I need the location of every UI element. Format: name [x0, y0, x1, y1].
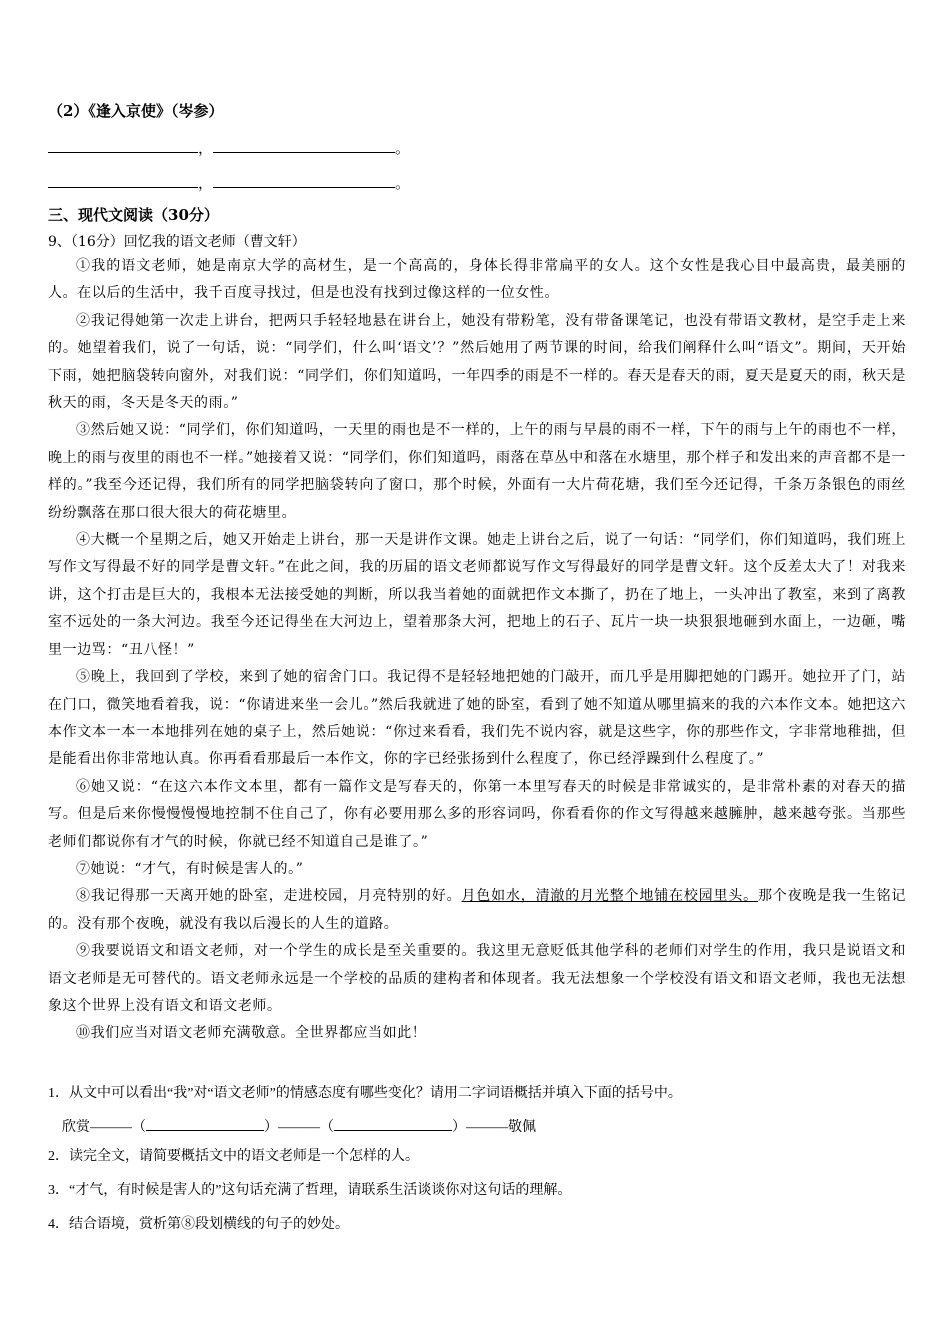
question-4: 4．结合语境，赏析第⑧段划横线的句子的妙处。 — [48, 1217, 349, 1232]
question-title: 9、（16分）回忆我的语文老师（曹文轩） — [48, 234, 306, 250]
answer-blank[interactable] — [213, 137, 395, 153]
question-1-fill-row: 欣赏———（ ）———（ ）———敬佩 — [62, 1116, 536, 1136]
paragraph-5: ⑤晚上，我回到了学校，来到了她的宿舍门口。我记得不是轻轻地把她的门敲开，而几乎是用脚把她的门踢开。她拉开了门，站在门口，微笑地看着我，说：“你请进来坐一会儿。”然后我就进了她的卧室，看到了她不知道从哪里搞来的我的六本作文本。她把这六本作文本一本一本地排列在她的桌子上，然后她说：“你过来看看，我们先不说内容，就是这些字，你的那些作文，字非常地稚拙，但是能看出你非常地认真。你再看看那最后一本作文，你的字已经张扬到什么程度了，你已经浮躁到什么程度了。” — [48, 669, 906, 768]
question-1: 1．从文中可以看出“我”对“语文老师”的情感态度有哪些变化？请用二字词语概括并填入下面的括号中。 — [48, 1086, 682, 1101]
poem-title: （2）《逢入京使》（岑参） — [48, 102, 224, 120]
underlined-sentence: 月色如水，清澈的月光整个地铺在校园里头。 — [461, 888, 758, 905]
paragraph-9: ⑨我要说语文和语文老师，对一个学生的成长是至关重要的。我这里无意贬低其他学科的老师们对学生的作用，我只是说语文和语文老师是无可替代的。语文老师永远是一个学校的品质的建构者和体现者。我无法想象一个学校没有语文和语文老师，我也无法想象这个世界上没有语文和语文老师。 — [48, 943, 906, 1014]
paragraph-4: ④大概一个星期之后，她又开始走上讲台，那一天是讲作文课。她走上讲台之后，说了一句话：“同学们，你们知道吗，我们班上写作文写得最不好的同学是曹文轩。”在此之间，我的历届的语文老师都说写作文写得最好的同学是曹文轩。这个反差太大了！对我来讲，这个打击是巨大的，我根本无法接受她的判断，所以我当着她的面就把作文本撕了，扔在了地上，一头冲出了教室，来到了离教室不远处的一条大河边。我至今还记得坐在大河边上，望着那条大河，把地上的石子、瓦片一块一块狠狠地砸到水面上，一边砸，嘴里一边骂：“丑八怪！” — [48, 532, 906, 658]
paragraph-3: ③然后她又说：“同学们，你们知道吗，一天里的雨也是不一样的，上午的雨与早晨的雨不一样，下午的雨与上午的雨也不一样，晚上的雨与夜里的雨也不一样。”她接着又说：“同学们，你们知道吗，雨落在草丛中和落在水塘里，那个样子和发出来的声音都不是一样的。”我至今还记得，我们所有的同学把脑袋转向了窗口，那个时候，外面有一大片荷花塘，我们至今还记得，千条万条银色的雨丝纷纷飘落在那口很大很大的荷花塘里。 — [48, 422, 906, 521]
fill-blank-1[interactable] — [146, 1116, 264, 1131]
answer-blank[interactable] — [48, 172, 198, 188]
question-2: 2．读完全文，请简要概括文中的语文老师是一个怎样的人。 — [48, 1149, 419, 1164]
fill-blank-2[interactable] — [334, 1116, 452, 1131]
paragraph-7: ⑦她说：“才气，有时候是害人的。” — [76, 860, 304, 877]
question-3: 3．“才气，有时候是害人的”这句话充满了哲理，请联系生活谈谈你对这句话的理解。 — [48, 1183, 572, 1198]
poem-answer-line-2: ， 。 — [48, 172, 410, 193]
answer-blank[interactable] — [213, 172, 395, 188]
paragraph-1: ①我的语文老师，她是南京大学的高材生，是一个高高的，身体长得非常扁平的女人。这个女性是我心目中最高贵，最美丽的人。在以后的生活中，我千百度寻找过，但是也没有找到过像这样的一位女性。 — [48, 258, 906, 302]
section-title: 三、现代文阅读（30分） — [48, 206, 219, 224]
paragraph-2: ②我记得她第一次走上讲台，把两只手轻轻地悬在讲台上，她没有带粉笔，没有带备课笔记，也没有带语文教材，是空手走上来的。她望着我们，说了一句话，说：“同学们，什么叫‘语文’？”然后她用了两节课的时间，给我们阐释什么叫“语文”。期间，天开始下雨，她把脑袋转向窗外，对我们说：“同学们，你们知道吗，一年四季的雨是不一样的。春天是春天的雨，夏天是夏天的雨，秋天是秋天的雨，冬天是冬天的雨。” — [48, 312, 906, 412]
paragraph-8: ⑧我记得那一天离开她的卧室，走进校园，月亮特别的好。月色如水，清澈的月光整个地铺在校园里头。那个夜晚是我一生铭记的。没有那个夜晚，就没有我以后漫长的人生的道路。 — [48, 888, 907, 932]
paragraph-6: ⑥她又说：“在这六本作文本里，都有一篇作文是写春天的，你第一本里写春天的时候是非常诚实的，是非常朴素的对春天的描写。但是后来你慢慢慢慢地控制不住自己了，你有必要用那么多的形容词吗，你看看你的作文写得越来越臃肿，越来越夸张。当那些老师们都说你有才气的时候，你就已经不知道自己是谁了。” — [48, 778, 906, 850]
paragraph-10: ⑩我们应当对语文老师充满敬意。全世界都应当如此！ — [76, 1025, 427, 1042]
reading-passage — [48, 253, 906, 1048]
poem-answer-line-1: ， 。 — [48, 137, 410, 158]
answer-blank[interactable] — [48, 137, 198, 153]
